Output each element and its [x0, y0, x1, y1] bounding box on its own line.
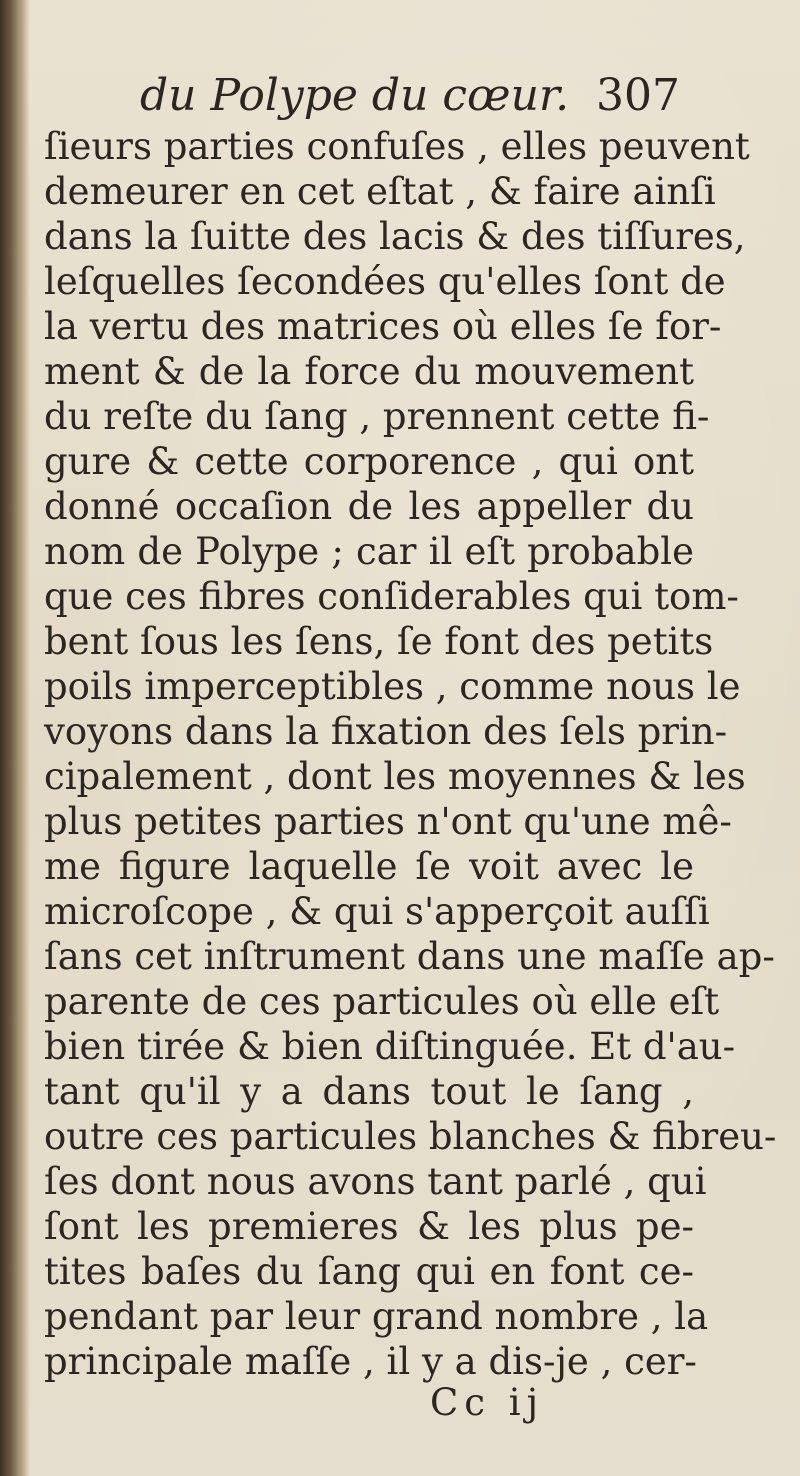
text-line: ment & de la force du mouvement — [44, 350, 694, 393]
running-title: du Polype du cœur. — [140, 70, 570, 121]
text-line: tant qu'il y a dans tout le ſang , — [44, 1070, 694, 1113]
text-line: du reſte du ſang , prennent cette fi- — [44, 395, 710, 438]
text-line: outre ces particules blanches & fibreu- — [44, 1115, 777, 1158]
text-line: ſieurs parties confuſes , elles peuvent — [44, 125, 750, 168]
text-line: la vertu des matrices où elles ſe for- — [44, 305, 722, 348]
text-line: voyons dans la fixation des ſels prin- — [44, 710, 728, 753]
text-line: tites baſes du ſang qui en font ce- — [44, 1250, 694, 1293]
text-line: donné occaſion de les appeller du — [44, 485, 694, 528]
text-line: pendant par leur grand nombre , la — [44, 1295, 709, 1338]
body-text — [44, 124, 777, 1384]
text-line: ſont les premieres & les plus pe- — [44, 1205, 694, 1248]
page-number: 307 — [596, 70, 680, 121]
text-line: plus petites parties n'ont qu'une mê- — [44, 800, 732, 843]
signature-mark: Cc ij — [430, 1381, 545, 1424]
text-line: que ces fibres conſiderables qui tom- — [44, 575, 739, 618]
page-header — [140, 64, 680, 128]
text-line: me figure laquelle ſe voit avec le — [44, 845, 694, 888]
text-line: gure & cette corporence , qui ont — [44, 440, 694, 483]
text-line: nom de Polype ; car il eſt probable — [44, 530, 694, 573]
text-line: ſans cet inſtrument dans une maſſe ap- — [44, 935, 775, 978]
text-line: dans la ſuitte des lacis & des tiſſures, — [44, 215, 746, 258]
page-binding-shadow — [0, 0, 30, 1476]
text-line: cipalement , dont les moyennes & les — [44, 755, 746, 798]
text-line: poils imperceptibles , comme nous le — [44, 665, 741, 708]
text-line: principale maſſe , il y a dis-je , cer- — [44, 1340, 697, 1383]
text-line: leſquelles ſecondées qu'elles ſont de — [44, 260, 726, 303]
text-line: demeurer en cet eſtat , & faire ainſi — [44, 170, 716, 213]
text-line: bent ſous les ſens, ſe font des petits — [44, 620, 714, 663]
text-line: microſcope , & qui s'apperçoit auſſi — [44, 890, 710, 933]
text-line: ſes dont nous avons tant parlé , qui — [44, 1160, 707, 1203]
text-line: parente de ces particules où elle eſt — [44, 980, 720, 1023]
text-line: bien tirée & bien diſtinguée. Et d'au- — [44, 1025, 736, 1068]
